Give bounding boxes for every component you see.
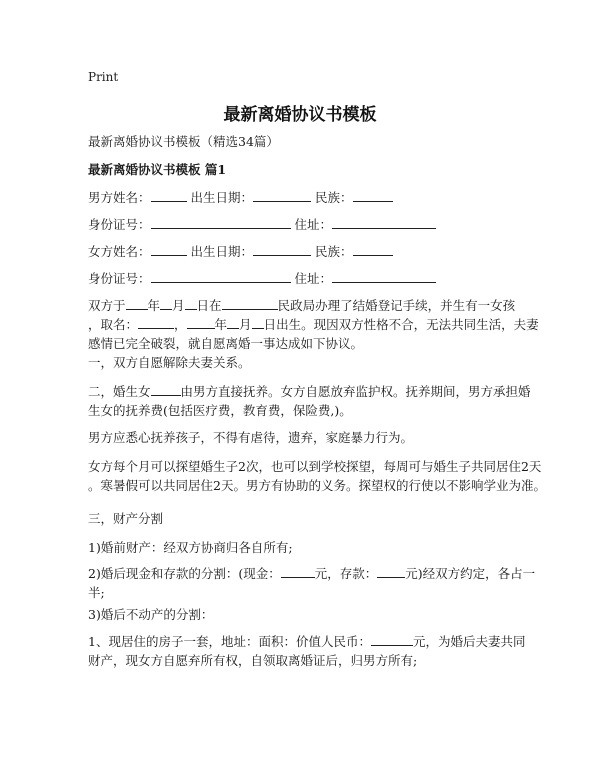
male-address-label: 住址： — [294, 217, 333, 232]
text: 双方于 — [88, 298, 126, 313]
paragraph-1-line-2 — [88, 315, 539, 334]
text: 元，存款： — [314, 566, 378, 581]
blank — [151, 383, 181, 396]
blank — [252, 316, 264, 329]
male-address-blank — [332, 216, 436, 229]
female-name-label: 女方姓名： — [88, 244, 151, 259]
form-row-female-name — [88, 242, 520, 261]
blank — [185, 297, 197, 310]
paragraph-10-line-2: 财产，现女方自愿弃所有权，自领取离婚证后，归男方所有; — [88, 653, 418, 668]
text: 1、现居住的房子一套，地址：面积：价值人民币： — [88, 634, 371, 649]
text: 年 — [147, 298, 161, 313]
paragraph-6: 三，财产分割 — [88, 511, 164, 526]
text: 2)婚后现金和存款的分割：(现金： — [88, 566, 281, 581]
paragraph-7: 1)婚前财产：经双方协商归各自所有; — [88, 540, 293, 555]
paragraph-3-line-1 — [88, 382, 531, 401]
female-ethnicity-blank — [353, 243, 393, 256]
form-row-male-name — [88, 188, 520, 207]
document-title: 最新离婚协议书模板 — [223, 105, 377, 125]
paragraph-5-line-2: 。寒暑假可以共同居住2天。男方有协助的义务。探望权的行使以不影响学业为准。 — [88, 478, 546, 493]
blank — [187, 316, 215, 329]
blank — [227, 316, 239, 329]
blank — [371, 633, 413, 646]
text: ， — [174, 317, 187, 332]
paragraph-10-line-1 — [88, 632, 526, 651]
text: 年 — [214, 317, 228, 332]
paragraph-2: 一，双方自愿解除夫妻关系。 — [88, 355, 251, 370]
blank — [138, 316, 174, 329]
text: 民政局办理了结婚登记手续，并生有一女孩 — [277, 298, 516, 313]
male-name-blank — [151, 189, 187, 202]
female-id-blank — [151, 270, 291, 283]
male-id-label: 身份证号： — [88, 217, 151, 232]
text: 二，婚生女 — [88, 384, 151, 399]
text: 日在 — [196, 298, 222, 313]
female-id-label: 身份证号： — [88, 271, 151, 286]
paragraph-1-line-1 — [88, 296, 520, 315]
blank — [377, 565, 405, 578]
text: 由男方直接抚养。女方自愿放弃监护权。抚养期间，男方承担婚 — [180, 384, 531, 399]
paragraph-5-line-1: 女方每个月可以探望婚生子2次，也可以到学校探望，每周可与婚生子共同居住2天 — [88, 459, 542, 474]
blank — [281, 565, 315, 578]
form-row-female-id — [88, 269, 520, 288]
blank — [126, 297, 148, 310]
male-name-label: 男方姓名： — [88, 190, 151, 205]
female-ethnicity-label: 民族： — [315, 244, 353, 259]
female-name-blank — [151, 243, 187, 256]
section-heading: 最新离婚协议书模板 篇1 — [88, 162, 227, 177]
paragraph-4: 男方应悉心抚养孩子，不得有虐待，遗弃，家庭暴力行为。 — [88, 430, 414, 445]
female-address-blank — [332, 270, 436, 283]
female-birth-date-blank — [253, 243, 311, 256]
paragraph-8-line-2: 半; — [88, 585, 105, 600]
birth-date-label: 出生日期： — [190, 190, 254, 205]
paragraph-9: 3)婚后不动产的分割： — [88, 607, 214, 622]
ethnicity-blank — [353, 189, 393, 202]
text: 元，为婚后夫妻共同 — [412, 634, 526, 649]
ethnicity-label: 民族： — [315, 190, 353, 205]
text: 日出生。现因双方性格不合，无法共同生活，夫妻 — [263, 317, 539, 332]
female-address-label: 住址： — [294, 271, 333, 286]
print-label[interactable]: Print — [88, 70, 119, 84]
text: ，取名： — [88, 317, 139, 332]
blank — [160, 297, 172, 310]
subtitle: 最新离婚协议书模板（精选34篇） — [88, 134, 279, 149]
male-id-blank — [151, 216, 291, 229]
text: 月 — [172, 298, 185, 313]
paragraph-8-line-1 — [88, 564, 536, 583]
paragraph-1-line-3: 感情已完全破裂，就自愿离婚一事达成如下协议。 — [88, 336, 364, 351]
female-birth-date-label: 出生日期： — [190, 244, 254, 259]
text: 月 — [239, 317, 252, 332]
paragraph-3-line-2: 生女的抚养费(包括医疗费，教育费，保险费,)。 — [88, 403, 352, 418]
text: 元)经双方约定，各占一 — [405, 566, 536, 581]
form-row-male-id — [88, 215, 520, 234]
blank — [222, 297, 278, 310]
birth-date-blank — [253, 189, 311, 202]
